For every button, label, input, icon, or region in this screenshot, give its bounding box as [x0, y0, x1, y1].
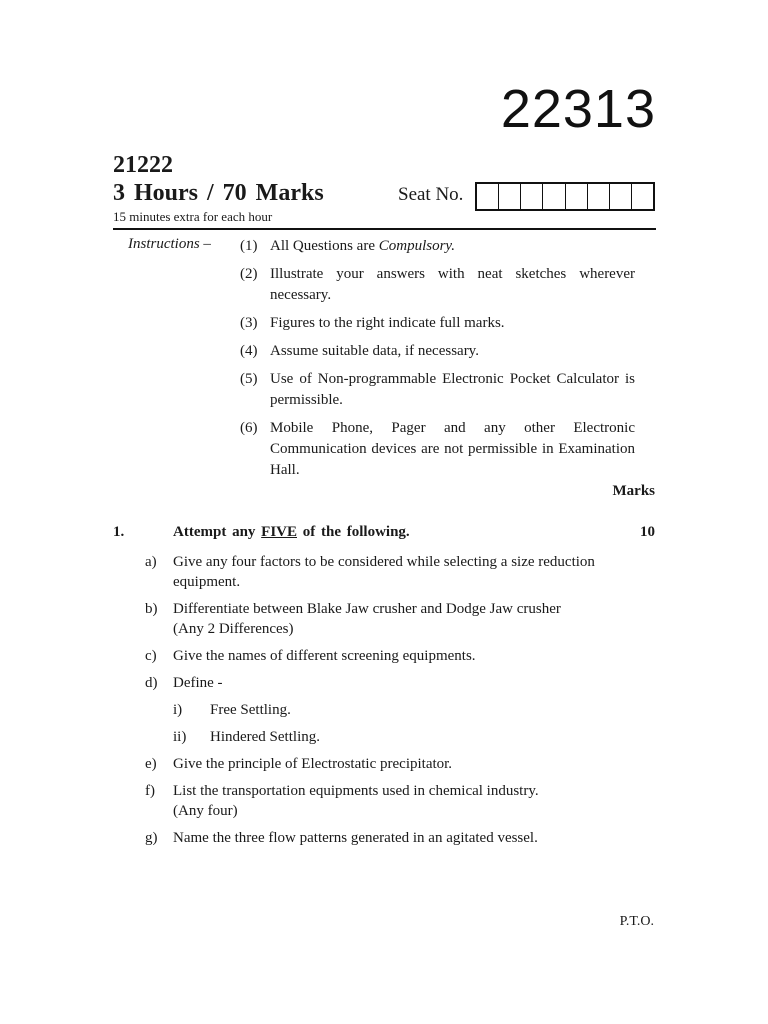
instruction-number: (6) — [240, 420, 258, 436]
define-item-label: ii) — [173, 729, 187, 745]
instruction-item — [240, 236, 635, 257]
duration-marks: 3 Hours / 70 Marks — [113, 180, 324, 206]
subquestion — [145, 673, 630, 693]
subject-code: 21222 — [113, 152, 173, 178]
instruction-number: (2) — [240, 266, 258, 282]
paper-code: 22313 — [500, 79, 656, 139]
subquestion-label: d) — [145, 675, 158, 691]
pto-note: P.T.O. — [619, 914, 654, 929]
instruction-item — [240, 369, 635, 411]
define-item — [173, 700, 630, 720]
subquestion-label: b) — [145, 601, 158, 617]
define-item-label: i) — [173, 702, 183, 718]
seat-cell[interactable] — [543, 184, 565, 209]
subquestion-text: Define - — [173, 675, 223, 691]
instruction-emphasis: Compulsory. — [378, 238, 455, 254]
instruction-text: Assume suitable data, if necessary. — [270, 343, 479, 359]
extra-time-note: 15 minutes extra for each hour — [113, 209, 273, 224]
question-title: Attempt any FIVE of the following. — [173, 524, 410, 540]
subquestion — [145, 828, 630, 848]
instructions-heading: Instructions – — [128, 236, 211, 252]
define-item-text: Hindered Settling. — [210, 729, 320, 745]
seat-number-boxes[interactable] — [475, 182, 655, 211]
instructions-list — [240, 236, 635, 488]
instruction-item — [240, 418, 635, 481]
subquestion — [145, 552, 630, 592]
subquestion-text: Give the principle of Electrostatic precipitator. — [173, 756, 453, 772]
subquestion-text: List the transportation equipments used in chemical industry. (Any four) — [173, 783, 539, 819]
instruction-text: All Questions are Compulsory. — [270, 238, 455, 254]
header-divider — [113, 228, 656, 230]
instruction-text: Mobile Phone, Pager and any other Electronic Communication devices are not permissible in Examination Hall. — [270, 420, 635, 478]
instruction-text: Use of Non-programmable Electronic Pocket Calculator is permissible. — [270, 371, 635, 408]
instruction-item — [240, 313, 635, 334]
seat-cell[interactable] — [632, 184, 653, 209]
subquestion — [145, 646, 630, 666]
question-marks: 10 — [640, 524, 655, 540]
question-title-emphasis: FIVE — [261, 524, 297, 540]
instruction-text: Illustrate your answers with neat sketches wherever necessary. — [270, 266, 635, 303]
question-number: 1. — [113, 524, 125, 540]
define-item — [173, 727, 630, 747]
instruction-item — [240, 341, 635, 362]
subquestion-list — [145, 552, 630, 855]
subquestion-text: Give any four factors to be considered while selecting a size reduction equipment. — [173, 554, 595, 590]
marks-column-heading: Marks — [612, 483, 655, 499]
instruction-number: (5) — [240, 371, 258, 387]
instruction-text: Figures to the right indicate full marks. — [270, 315, 505, 331]
seat-label: Seat No. — [398, 184, 464, 205]
seat-cell[interactable] — [588, 184, 610, 209]
instruction-item — [240, 264, 635, 306]
seat-cell[interactable] — [499, 184, 521, 209]
define-item-text: Free Settling. — [210, 702, 291, 718]
subquestion-text: Give the names of different screening equipments. — [173, 648, 476, 664]
subquestion — [145, 599, 630, 639]
subquestion-label: e) — [145, 756, 157, 772]
subquestion-label: c) — [145, 648, 157, 664]
seat-cell[interactable] — [521, 184, 543, 209]
subquestion-label: f) — [145, 783, 155, 799]
instruction-number: (4) — [240, 343, 258, 359]
seat-cell[interactable] — [610, 184, 632, 209]
subquestion — [145, 781, 630, 821]
seat-cell[interactable] — [566, 184, 588, 209]
instruction-number: (1) — [240, 238, 258, 254]
subquestion-text: Name the three flow patterns generated in an agitated vessel. — [173, 830, 538, 846]
subquestion-label: a) — [145, 554, 157, 570]
subquestion-label: g) — [145, 830, 158, 846]
instruction-number: (3) — [240, 315, 258, 331]
subquestion-text: Differentiate between Blake Jaw crusher and Dodge Jaw crusher (Any 2 Differences) — [173, 601, 561, 637]
seat-cell[interactable] — [477, 184, 499, 209]
subquestion — [145, 754, 630, 774]
